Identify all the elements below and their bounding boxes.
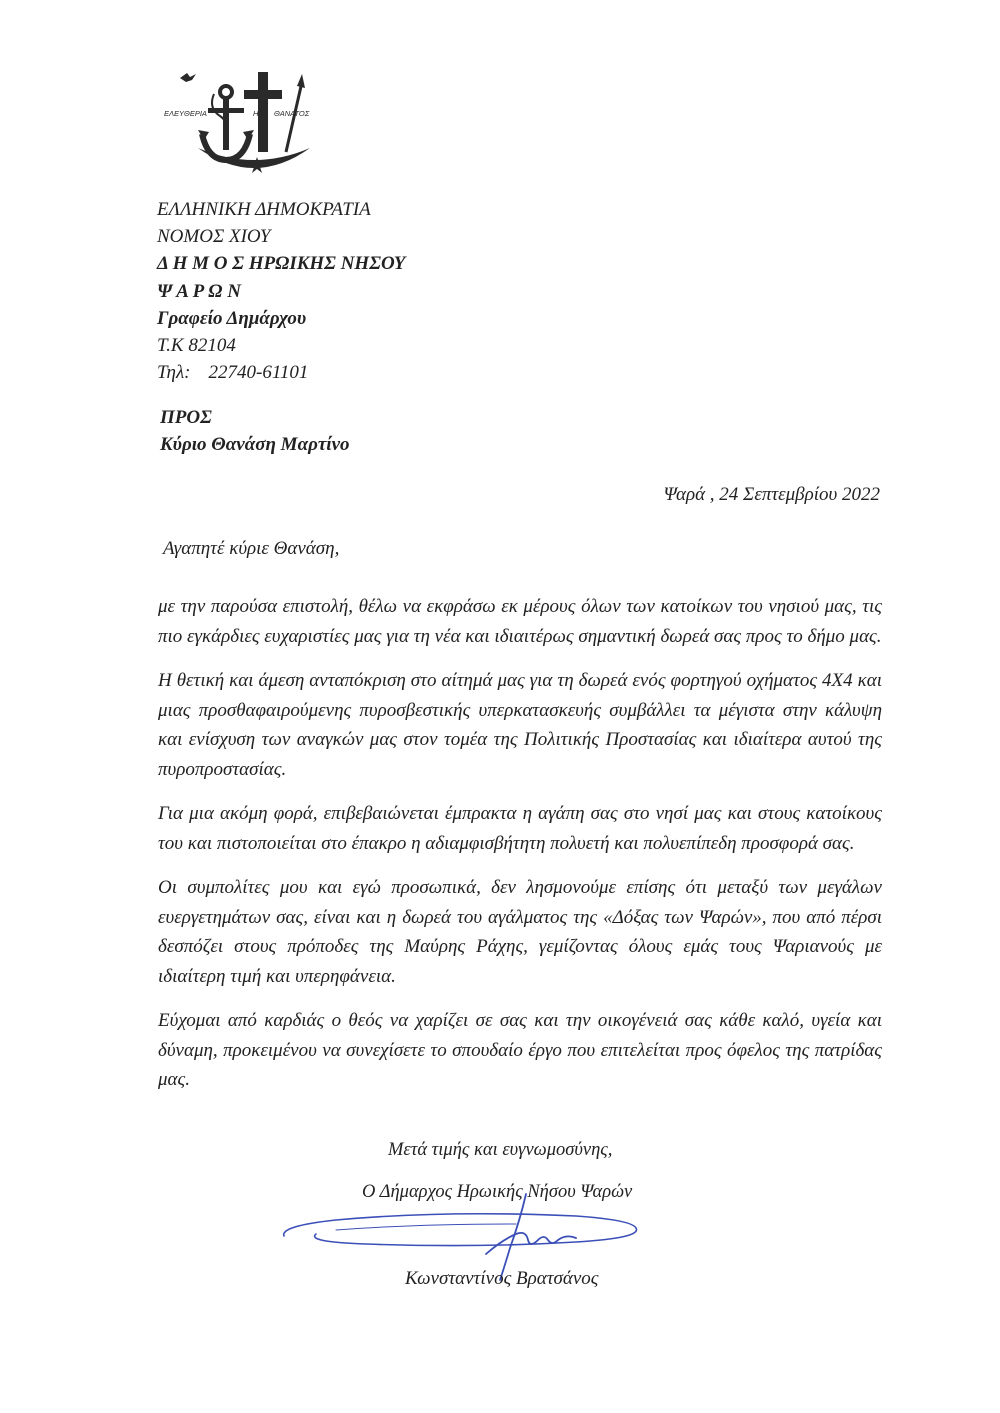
emblem-motto-left: ΕΛΕΥΘΕΡΙΑ (164, 109, 207, 118)
letterhead-office: Γραφείο Δημάρχου (157, 307, 307, 329)
letterhead-phone (157, 359, 405, 386)
signer-name: Κωνσταντίνος Βρατσάνος (405, 1268, 599, 1289)
phone-label: Τηλ: (157, 362, 191, 384)
letter-body (158, 592, 882, 1110)
emblem-graphic (158, 64, 328, 176)
letterhead-municipality-name: Ψ Α Ρ Ω Ν (157, 280, 241, 302)
phone-number: 22740-61101 (208, 362, 309, 384)
recipient-name: Κύριο Θανάση Μαρτίνο (160, 434, 350, 455)
salutation: Αγαπητέ κύριε Θανάση, (163, 538, 340, 559)
closing-line: Μετά τιμής και ευγνωμοσύνης, (388, 1140, 613, 1160)
letter-date: Ψαρά , 24 Σεπτεμβρίου 2022 (663, 484, 880, 505)
letterhead-postal-code: Τ.Κ 82104 (157, 335, 236, 357)
municipal-emblem (158, 64, 328, 176)
letterhead-prefecture: ΝΟΜΟΣ ΧΙΟΥ (157, 226, 271, 248)
letterhead-country: ΕΛΛΗΝΙΚΗ ΔΗΜΟΚΡΑΤΙΑ (157, 199, 371, 220)
emblem-motto-mid: Η (253, 109, 259, 118)
body-paragraph: με την παρούσα επιστολή, θέλω να εκφράσω εκ μέρους όλων των κατοίκων του νησιού μας, τις πιο εγκάρδιες ευχαριστίες μας για τη νέα και ιδιαιτέρως σημαντική δωρεά σας προς το δήμο μας. (158, 596, 882, 647)
recipient-block (160, 404, 350, 458)
body-paragraph: Η θετική και άμεση ανταπόκριση στο αίτημά μας για τη δωρεά ενός φορτηγού οχήματος 4Χ4 και μιας προσθαφαιρούμενης πυροσβεστικής υπερκατασκευής συμβάλλει τα μέγιστα στην κάλυψη και ενίσχυση των αναγκών μας στον τομέα της Πολιτικής Προστασίας και ιδιαίτερα αυτού της πυροπροστασίας. (158, 670, 882, 780)
body-paragraph: Εύχομαι από καρδιάς ο θεός να χαρίζει σε σας και την οικογένειά σας κάθε καλό, υγεία και δύναμη, προκειμένου να συνεχίσετε το σπουδαίο έργο που επιτελείται προς όφελος της πατρίδας μας. (158, 1010, 882, 1090)
body-paragraph: Οι συμπολίτες μου και εγώ προσωπικά, δεν λησμονούμε επίσης ότι μεταξύ των μεγάλων ευεργετημάτων σας, είναι και η δωρεά του αγάλματος της «Δόξας των Ψαρών», που από πέρσι δεσπόζει στους πρόποδες της Μαύρης Ράχης, γεμίζοντας όλους εμάς τους Ψαριανούς με ιδιαίτερη τιμή και υπερηφάνεια. (158, 877, 882, 987)
recipient-to-label: ΠΡΟΣ (160, 407, 212, 428)
emblem-motto-right: ΘΑΝΑΤΟΣ (274, 109, 310, 118)
letterhead (157, 196, 405, 386)
body-paragraph: Για μια ακόμη φορά, επιβεβαιώνεται έμπρακτα η αγάπη σας στο νησί μας και στους κατοίκους του και πιστοποιείται στο έπακρο η αδιαμφισβήτητη πολυετή και πολυεπίπεδη προσφορά σας. (158, 803, 882, 854)
signer-title: Ο Δήμαρχος Ηρωικής Νήσου Ψαρών (362, 1182, 633, 1202)
letterhead-municipality: Δ Η Μ Ο Σ ΗΡΩΙΚΗΣ ΝΗΣΟΥ (157, 253, 406, 275)
